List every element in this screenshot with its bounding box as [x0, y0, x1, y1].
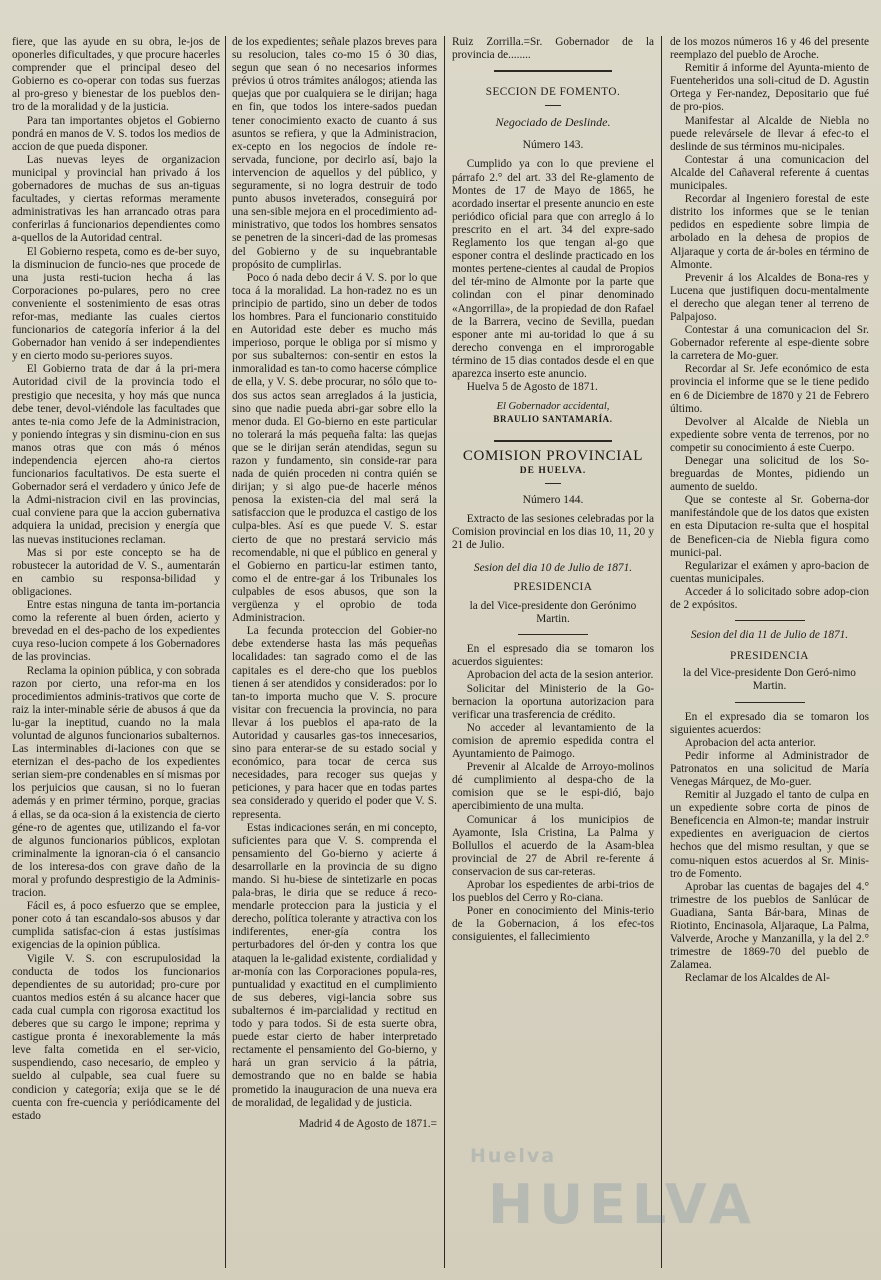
- paragraph: Acceder á lo solicitado sobre adop-cion de 2 expósitos.: [670, 585, 869, 612]
- date-line: Huelva 5 de Agosto de 1871.: [466, 381, 598, 394]
- paragraph: La fecunda proteccion del Gobier-no debe extenderse hasta las más pequeñas localidades: tan sagrado como el de las capitales es el dere-cho que los pueblos tienen á ser atendidos y considerados: por lo tan-to importa mucho que V. S. procure visitar con frecuencia la provincia, no para llevar á los pueblos el apa-rato de la Autoridad y causarles gas-tos innecesarios, sino para enterar-se de su estado social y económico, para tocar de cerca sus necesidades, para recoger sus quejas y peticiones, y para hacer que en todas partes sea considerado y querido el poder que V. S. representa.: [232, 625, 437, 821]
- paragraph: Las nuevas leyes de organizacion municipal y provincial han privado á los gobernadores de muchas de sus an-tiguas facultades, y ciertas reformas meramente administrativas les han arrancado otras para conferirlas á funcionarios dependientes como a-quellos de la Autoridad central.: [12, 153, 220, 245]
- paragraph: En el espresado dia se tomaron los acuerdos siguientes:: [452, 643, 654, 669]
- presidency-line: la del Vice-presidente don Gerónimo Martin.: [469, 600, 637, 626]
- column-rule: [444, 36, 445, 1268]
- paragraph: Regularizar el exámen y apro-bacion de cuentas municipales.: [670, 559, 869, 585]
- paragraph: Prevenir al Alcalde de Arroyo-molinos dé cumplimiento al despa-cho de la comision que se le espi-dió, bajo apercibimiento de una multa.: [452, 761, 654, 813]
- section-heading: SECCION DE FOMENTO.: [485, 86, 621, 99]
- divider: [735, 620, 805, 621]
- paragraph: El Gobierno respeta, como es de-ber suyo, la disminucion de funcio-nes que procede de una justa resti-tucion hecha á las Corporaciones po-pulares, pero no cree conveniente el sostenimiento de esas otras refor-mas, mediante las cuales ciertos funcionarios de categoría inferior á la del Gobernador han venido á ser independientes y en cierto modo su-periores suyos.: [12, 245, 220, 363]
- divider: [545, 483, 561, 484]
- watermark-line-2: HUELVA: [488, 1173, 757, 1236]
- session-heading: Sesion del dia 10 de Julio de 1871.: [473, 561, 633, 574]
- paragraph: Poner en conocimiento del Minis-terio de la Gobernacion, á los efec-tos consiguientes, el fallecimiento: [452, 905, 654, 944]
- divider: [494, 70, 612, 72]
- paragraph: de los mozos números 16 y 46 del presente reemplazo del pueblo de Aroche.: [670, 36, 869, 62]
- column-4: [670, 36, 869, 1280]
- column-rule: [661, 36, 662, 1268]
- paragraph: Para tan importantes objetos el Gobierno pondrá en manos de V. S. todos los medios de accion de que pueda disponer.: [12, 114, 220, 153]
- paragraph: Pedir informe al Administrador de Patronatos en una solicitud de María Venegas Márquez, de Mo-guer.: [670, 749, 869, 788]
- paragraph: Prevenir á los Alcaldes de Bona-res y Lucena que justifiquen docu-mentalmente el derecho que alegan tener al terreno de Palpajoso.: [670, 271, 869, 323]
- paragraph: Vigile V. S. con escrupulosidad la conducta de todos los funcionarios dependientes de su autoridad; pro-cure por cuantos medios estén á su alcance hacer que cada cual cumpla con rigorosa exactitud los deberes que su cargo le impone; reprima y castigue pronta é inexorablemente la más leve falta cometida en el ser-vicio, suspendiendo, caso necesario, de empleo y sueldo al culpable, sea cual fuere su condicion y categoría; exija que se le dé cuenta con fre-cuencia y periódicamente del estado: [12, 952, 220, 1122]
- presidency-line: la del Vice-presidente Don Geró-nimo Martin.: [683, 667, 856, 693]
- paragraph: Recordar al Ingeniero forestal de este distrito los informes que se le tenian pedidos en espediente sobre limpia de arbolado en la dehesa de propios de Aljaraque y corta de ár-boles en término de Almonte.: [670, 193, 869, 271]
- column-1: [12, 36, 220, 1280]
- signatory-name: BRAULIO SANTAMARÍA.: [493, 414, 613, 425]
- number-heading: Número 144.: [522, 493, 584, 506]
- paragraph: Contestar á una comunicacion del Alcalde del Cañaveral referente á cuentas municipales.: [670, 153, 869, 193]
- paragraph: Recordar al Sr. Jefe económico de esta provincia el informe que se le tiene pedido en 6 de Diciembre de 1870 y 21 de Febrero último.: [670, 363, 869, 415]
- paragraph: El Gobierno trata de dar á la pri-mera Autoridad civil de la provincia todo el prestigio que necesita, y hoy más que nunca debe tener, devol-viéndole las facultades que antes te-nia como Jefe de la Administracion, y poniendo íntegras y sin disminu-cion en sus manos otras que con más ó ménos independencia ejercen aho-ra ciertos funcionarios facultativos. De esta suerte el Gobernador será el verdadero y único Jefe de la Admi-nistracion civil en las provincias, cual conviene para que la accion gubernativa adquiera la unidad, precision y energía que las nuevas instituciones reclaman.: [12, 363, 220, 546]
- paragraph: Que se conteste al Sr. Goberna-dor manifestándole que de los datos que existen en esta Diputacion re-sulta que el hospital de Beneficen-cia de Niebla figura como munici-pal.: [670, 494, 869, 559]
- paragraph: Poco ó nada debo decir á V. S. por lo que toca á la moralidad. La hon-radez no es un principio de partido, sino un deber de todos los hombres. Para el funcionario constituido en Autoridad este deber es mucho más imperioso, porque le obliga por sí mismo y por sus subalternos: con-sentir en estos la inmoralidad es tan-to como hacerse cómplice de ella, y V. S. debe procurar, no sólo que to-dos sus actos sean arreglados á la justicia, sino que nadie pueda abri-gar sobre ello la menor duda. El Go-bierno en este particular no tolerará la más pequeña falta: las quejas que se le dirijan serán atendidas, segun su razon y fundamento, sin conside-rar para nada de quién proceden ni contra quién se dirijan; y si algo pue-de hacerle ménos penosa la existen-cia del mal será la satisfaccion que le produzca el castigo de los culpa-bles. Así es que puede V. S. estar cierto de que no prestará servicio más recomendable, ni que el público en general y el Gobierno en particu-lar estimen tanto, como el de entre-gar á los Tribunales los culpables de esos abusos, que son la vergüenza y el oprobio de toda Administracion.: [232, 271, 437, 625]
- paragraph: Contestar á una comunicacion del Sr. Gobernador referente al espe-diente sobre la carretera de Mo-guer.: [670, 324, 869, 363]
- paragraph: En el expresado dia se tomaron los siguientes acuerdos:: [670, 710, 869, 736]
- paragraph: Ruiz Zorrilla.=Sr. Gobernador de la provincia de........: [452, 36, 654, 62]
- paragraph: Mas si por este concepto se ha de robustecer la autoridad de V. S., aumentarán en cambio su responsa-bilidad y obligaciones.: [12, 546, 220, 598]
- paragraph: Comunicar á los municipios de Ayamonte, Isla Cristina, La Palma y Bollullos el acuerdo de la Asam-blea provincial de 27 de Abril re-ferente á conservacion de sus car-reteras.: [452, 813, 654, 878]
- watermark-line-1: Huelva: [470, 1145, 557, 1167]
- paragraph: Aprobar las cuentas de bagajes del 4.° trimestre de los pueblos de Sanlúcar de Guadiana, Santa Bár-bara, Minas de Riotinto, Encinasola, Aljaraque, La Palma, Valverde, Aroche y Manzanilla, y la del 2.° trimestre de 1869-70 del pueblo de Zalamea.: [670, 880, 869, 972]
- closing-date: Madrid 4 de Agosto de 1871.=: [298, 1117, 437, 1130]
- negociado-heading: Negociado de Deslinde.: [495, 115, 611, 130]
- section-title: COMISION PROVINCIAL: [462, 448, 644, 465]
- paragraph: Remitir á informe del Ayunta-miento de Fuenteheridos una soli-citud de D. Agustin Ortega y Fer-nandez, Depositario que fué de pro-pios.: [670, 62, 869, 114]
- column-3: [452, 36, 654, 1280]
- paragraph: Reclamar de los Alcaldes de Al-: [684, 972, 830, 985]
- paragraph: Aprobacion del acta anterior.: [684, 736, 816, 749]
- column-2: [232, 36, 437, 1280]
- column-rule: [225, 36, 226, 1268]
- paragraph: Aprobar los espedientes de arbi-trios de los pueblos del Cerro y Ro-ciana.: [452, 878, 654, 905]
- paragraph: Fácil es, á poco esfuerzo que se emplee, poner coto á tan escandalo-sos abusos y dar cumplida satisfac-cion á estas justísimas exigencias de la opinion pública.: [12, 900, 220, 952]
- paragraph: Denegar una solicitud de los So-breguardas de Montes, pidiendo un aumento de sueldo.: [670, 455, 869, 494]
- paragraph: Aprobacion del acta de la sesion anterior.: [466, 669, 654, 682]
- session-heading: Sesion del dia 11 de Julio de 1871.: [690, 629, 849, 642]
- signatory-title: El Gobernador accidental,: [496, 401, 610, 413]
- paragraph: Devolver al Alcalde de Niebla un expediente sobre venta de terrenos, por no competir su conocimiento á este Cuerpo.: [670, 415, 869, 454]
- divider: [545, 105, 561, 106]
- divider: [518, 634, 588, 635]
- paragraph: Estas indicaciones serán, en mi concepto, suficientes para que V. S. comprenda el pensamiento del Go-bierno y acierte á desarrollarle en la provincia de su digno mando. Si hu-biese de sintetizarle en pocas pala-bras, le diria que se reduce á reco-mendarle proteccion para la justicia y el derecho, política tolerante y atractiva con los indiferentes, ener-gía contra los perturbadores del ór-den y contra los que ataquen la le-galidad existente, cordialidad y ar-monía con las Corporaciones popula-res, puntualidad y exactitud en el cumplimiento de sus deberes, vigi-lancia sobre sus subalternos é im-parcialidad y rectitud en todo y para todos. Si de esta suerte obra, puede estar cierto de haber interpretado rectamente el pensamiento del Go-bierno, y hará un gran servicio á la pátria, demostrando que no en balde se habia prometido la inauguracion de una nueva era de moralidad, de legalidad y de justicia.: [232, 821, 437, 1109]
- divider: [735, 702, 805, 703]
- paragraph: Solicitar del Ministerio de la Go-bernacion la oportuna autorizacion para verificar una trasferencia de crédito.: [452, 682, 654, 721]
- section-subtitle: DE HUELVA.: [519, 466, 587, 477]
- number-heading: Número 143.: [522, 139, 584, 152]
- summary-paragraph: Extracto de las sesiones celebradas por la Comision provincial en los dias 10, 11, 20 y 21 de Julio.: [452, 512, 654, 551]
- paragraph: Manifestar al Alcalde de Niebla no puede relevársele de llevar á efec-to el deslinde de sus términos mu-nicipales.: [670, 114, 869, 153]
- divider: [494, 440, 612, 442]
- paragraph: Entre estas ninguna de tanta im-portancia como la referente al buen órden, acierto y brevedad en el des-pacho de los expedientes cuya reso-lucion compete á los Gobernadores de las provincias.: [12, 599, 220, 664]
- paragraph: No acceder al levantamiento de la comision de apremio espedida contra el Ayuntamiento de Paimogo.: [452, 721, 654, 761]
- presidency-heading: PRESIDENCIA: [730, 650, 809, 663]
- paragraph: Remitir al Juzgado el tanto de culpa en un expediente sobre corta de pinos de Beneficencia en Almon-te; mandar instruir expedientes en averiguacion de ciertos hechos que del mismo resultan, y que se comu-niquen estos acuerdos al Sr. Minis-tro de Fomento.: [670, 789, 869, 880]
- paragraph: Reclama la opinion pública, y con sobrada razon por cierto, una refor-ma en los procedimientos adminis-trativos que corte de raiz la inter-minable série de abusos á que da lu-gar la ineptitud, cuando no la mala voluntad de algunos funcionarios subalternos. Las interminables di-laciones con que se eternizan el des-pacho de los expedientes serian siem-pre condenables en sí mismas por los perjuicios que causan, si no lo fueran además y en primer término, porque, gracias á ellas, se da oca-sion á la existencia de cierto géne-ro de agentes que, utilizando el fa-vor de algunos funcionarios públicos, explotan criminalmente la ignoran-cia ó el cansancio de los interesa-dos con grave daño de la moral y profundo desprestigio de la Adminis-tracion.: [12, 664, 220, 900]
- paragraph: fiere, que las ayude en su obra, le-jos de oponerles dificultades, y que procure hacerles comprender que el principal deseo del Gobierno es co-operar con todas sus fuerzas al pro-greso y bienestar de los pueblos den-tro de la moralidad y de la justicia.: [12, 36, 220, 114]
- paragraph: de los expedientes; señale plazos breves para su resolucion, tales co-mo 15 ó 30 dias, segun que sean ó no necesarios informes prévios ú otros trámites análogos; atienda las quejas que por cualquiera se le dirijan; haga en fin, que todos los intere-sados puedan tener conocimiento exacto de cuanto á sus asuntos se refiera, y que la Administracion, ex-cepto en los negocios de índole re-servada, funcione, por decirlo así, bajo la intervencion de aquellos y del público, y seguramente, si no logra destruir de todo punto abusos inveterados, conseguirá por una sen-sible mejora en el procedimiento ad-ministrativo, que todos los hombres sensatos se penetren de la sinceri-dad de las promesas del Gobierno y de su inquebrantable propósito de cumplirlas.: [232, 36, 437, 271]
- paragraph: Cumplido ya con lo que previene el párrafo 2.° del art. 33 del Re-glamento de Montes de 17 de Mayo de 1865, he acordado insertar el presente anuncio en este periódico oficial para que con arreglo á lo prescrito en el art. 34 del expre-sado Reglamento los que tengan al-go que esponer contra el deslinde practicado en los montes pertene-cientes al caudal de Propios del tér-mino de Almonte por la parte que colindan con el pinar denominado «Angorrilla», de la propiedad de don Rafael de la Barrera, vecino de Sevilla, puedan esponer ante mi au-toridad lo que á su derecho convenga en el improrogable término de 15 dias contados desde el en que aparezca inserto este anuncio.: [452, 158, 654, 380]
- presidency-heading: PRESIDENCIA: [513, 581, 593, 593]
